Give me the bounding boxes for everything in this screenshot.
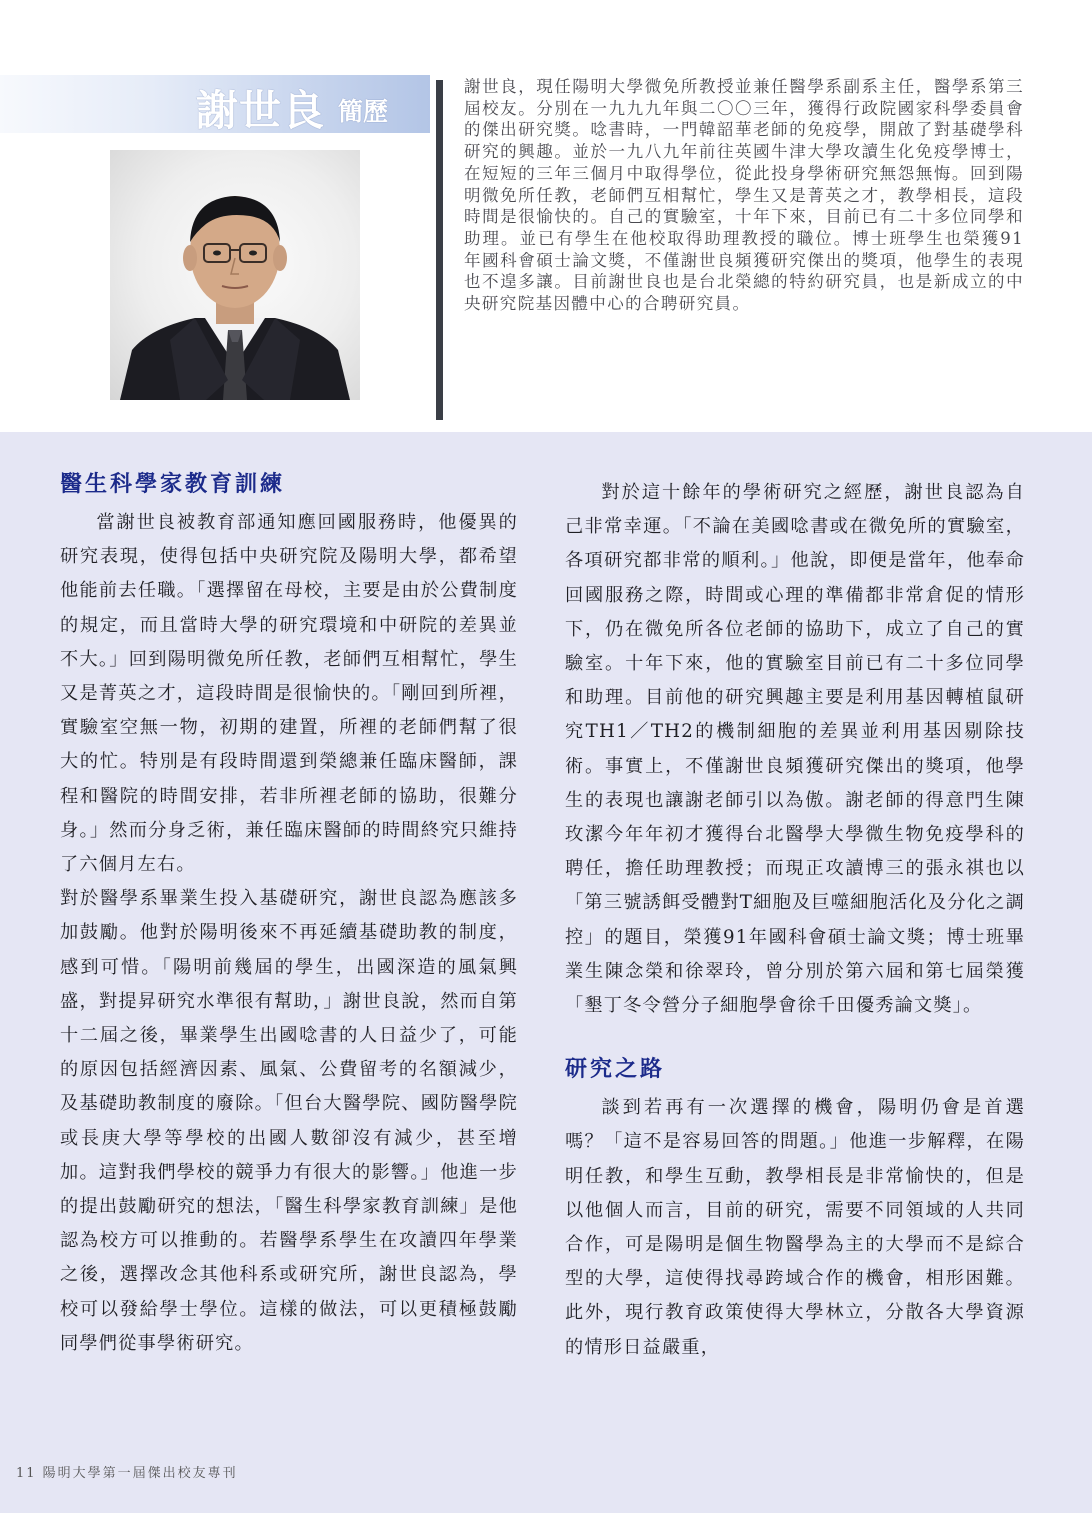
portrait-photo <box>110 150 360 400</box>
vertical-divider <box>436 80 443 420</box>
profile-section <box>0 0 1092 432</box>
page-footer: 11 陽明大學第一屆傑出校友專刊 <box>16 1466 238 1481</box>
portrait-illustration <box>110 150 360 400</box>
section-heading-training: 醫生科學家教育訓練 <box>60 472 286 497</box>
section-heading-research: 研究之路 <box>565 1057 666 1083</box>
left-paragraph-2: 對於醫學系畢業生投入基礎研究，謝世良認為應該多加鼓勵。他對於陽明後來不再延續基礎助教的制度，感到可惜。「陽明前幾屆的學生，出國深造的風氣興盛，對提昇研究水準很有幫助，」謝世良說，然而自第十二屆之後，畢業學生出國唸書的人日益少了，可能的原因包括經濟因素、風氣、公費留考的名額減少，及基礎助教制度的廢除。「但台大醫學院、國防醫學院或長庚大學等學校的出國人數卻沒有減少，甚至增加。這對我們學校的競爭力有很大的影響。」他進一步的提出鼓勵研究的想法，「醫生科學家教育訓練」是他認為校方可以推動的。若醫學系學生在攻讀四年學業之後，選擇改念其他科系或研究所，謝世良認為，學校可以發給學士學位。這樣的做法，可以更積極鼓勵同學們從事學術研究。 <box>60 888 518 1354</box>
right-paragraph-2: 談到若再有一次選擇的機會，陽明仍會是首選嗎？「這不是容易回答的問題。」他進一步解釋，在陽明任教，和學生互動，教學相長是非常愉快的，但是以他個人而言，目前的研究，需要不同領域的人共同合作，可是陽明是個生物醫學為主的大學而不是綜合型的大學，這使得找尋跨域合作的機會，相形困難。此外，現行教育政策使得大學林立，分散各大學資源的情形日益嚴重， <box>565 1097 1025 1358</box>
left-paragraph-1: 當謝世良被教育部通知應回國服務時，他優異的研究表現，使得包括中央研究院及陽明大學，都希望他能前去任職。「選擇留在母校，主要是由於公費制度的規定，而且當時大學的研究環境和中研院的差異並不大。」回到陽明微免所任教，老師們互相幫忙，學生又是菁英之才，這段時間是很愉快的。「剛回到所裡，實驗室空無一物，初期的建置，所裡的老師們幫了很大的忙。特別是有段時間還到榮總兼任臨床醫師，課程和醫院的時間安排，若非所裡老師的協助，很難分身。」然而分身乏術，兼任臨床醫師的時間終究只維持了六個月左右。 <box>60 512 518 876</box>
right-paragraph-1: 對於這十餘年的學術研究之經歷，謝世良認為自己非常幸運。「不論在美國唸書或在微免所的實驗室，各項研究都非常的順利。」他說，即便是當年，他奉命回國服務之際，時間或心理的準備都非常倉促的情形下，仍在微免所各位老師的協助下，成立了自己的實驗室。十年下來，他的實驗室目前已有二十多位同學和助理。目前他的研究興趣主要是利用基因轉植鼠研究TH1／TH2的機制細胞的差異並利用基因剔除技術。事實上，不僅謝世良頻獲研究傑出的獎項，他學生的表現也讓謝老師引以為傲。謝老師的得意門生陳玫潔今年年初才獲得台北醫學大學微生物免疫學科的聘任，擔任助理教授；而現正攻讀博三的張永祺也以「第三號誘餌受體對T細胞及巨噬細胞活化及分化之調控」的題目，榮獲91年國科會碩士論文獎；博士班畢業生陳念榮和徐翠玲，曾分別於第六屆和第七屆榮獲「墾丁冬令營分子細胞學會徐千田優秀論文獎」。 <box>565 482 1025 1017</box>
left-column <box>60 468 518 1361</box>
bio-text <box>464 76 1024 315</box>
bio-paragraph: 謝世良，現任陽明大學微免所教授並兼任醫學系副系主任，醫學系第三屆校友。分別在一九九九年與二〇〇三年，獲得行政院國家科學委員會的傑出研究獎。唸書時，一門韓韶華老師的免疫學，開啟了對基礎學科研究的興趣。並於一九八九年前往英國牛津大學攻讀生化免疫學博士，在短短的三年三個月中取得學位，從此投身學術研究無怨無悔。回到陽明微免所任教，老師們互相幫忙，學生又是菁英之才，教學相長，這段時間是很愉快的。自己的實驗室，十年下來，目前已有二十多位同學和助理。並已有學生在他校取得助理教授的職位。博士班學生也榮獲91年國科會碩士論文獎，不僅謝世良頻獲研究傑出的獎項，他學生的表現也不遑多讓。目前謝世良也是台北榮總的特約研究員，也是新成立的中央研究院基因體中心的合聘研究員。 <box>464 77 1024 314</box>
profile-subtitle: 簡歷 <box>338 97 389 126</box>
profile-name: 謝世良 <box>196 86 326 135</box>
right-column <box>565 476 1025 1365</box>
